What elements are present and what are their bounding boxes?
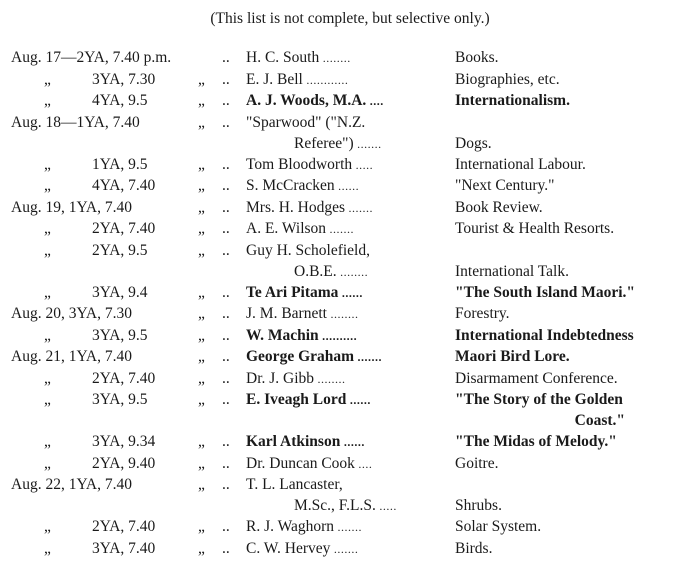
speaker xyxy=(246,389,371,411)
leader-dots: ..... xyxy=(375,499,397,513)
speaker-name: George Graham xyxy=(246,348,355,365)
leader-dots: ...... xyxy=(338,285,363,300)
ditto-mark: „ xyxy=(198,92,205,109)
leader-dots: .. xyxy=(222,283,230,301)
ditto-mark: „ xyxy=(44,518,51,535)
speaker-name: T. L. Lancaster, xyxy=(246,476,343,493)
leader-dots: .. xyxy=(222,454,230,472)
leader-dots: .......... xyxy=(318,328,358,343)
speaker-name: Tom Bloodworth xyxy=(246,155,353,173)
leader-dots: ............ xyxy=(302,72,349,87)
topic: Forestry. xyxy=(455,305,510,322)
station-time: 3YA, 9.5 xyxy=(92,391,148,408)
list-note: (This list is not complete, but selective only.) xyxy=(210,10,490,27)
leader-dots: .. xyxy=(222,198,230,216)
leader-dots: ........ xyxy=(336,264,369,279)
topic-line1: "The Story of the Golden xyxy=(455,391,623,408)
speaker-name: Dr. J. Gibb xyxy=(246,369,315,387)
list-row xyxy=(0,154,700,176)
list-row xyxy=(0,90,700,112)
speaker-name: C. W. Hervey xyxy=(246,539,331,557)
ditto-mark: „ xyxy=(198,198,205,216)
ditto-mark: „ xyxy=(198,369,205,387)
topic: Shrubs. xyxy=(455,497,502,514)
ditto-mark: „ xyxy=(198,305,205,322)
speaker xyxy=(246,154,373,176)
speaker xyxy=(246,282,363,304)
speaker xyxy=(246,197,373,219)
topic: Disarmament Conference. xyxy=(455,369,618,387)
leader-dots: .. xyxy=(222,518,230,535)
leader-dots: .. xyxy=(222,369,230,387)
topic: Birds. xyxy=(455,539,493,557)
speaker-name: Mrs. H. Hodges xyxy=(246,198,346,216)
ditto-mark: „ xyxy=(44,241,51,259)
speaker-name: S. McCracken xyxy=(246,177,335,194)
date-station: Aug. 20, 3YA, 7.30 xyxy=(11,305,132,322)
ditto-mark: „ xyxy=(44,220,51,237)
speaker-name: H. C. South xyxy=(246,49,320,66)
speaker xyxy=(246,218,354,240)
topic: Internationalism. xyxy=(455,92,570,109)
ditto-mark: „ xyxy=(198,433,205,450)
leader-dots: .. xyxy=(222,391,230,408)
topic: Maori Bird Lore. xyxy=(455,348,570,365)
speaker-name-line2: O.B.E. xyxy=(294,262,337,280)
station-time: 2YA, 7.40 xyxy=(92,369,156,387)
leader-dots: ..... xyxy=(352,157,374,172)
leader-dots: ....... xyxy=(330,541,359,556)
speaker-name: E. J. Bell xyxy=(246,70,303,88)
leader-dots: .. xyxy=(222,539,230,557)
leader-dots: ....... xyxy=(326,222,355,236)
leader-dots: ...... xyxy=(346,393,371,407)
ditto-mark: „ xyxy=(44,539,51,557)
station-time: 2YA, 9.5 xyxy=(92,241,148,259)
list-row xyxy=(0,69,700,91)
ditto-mark: „ xyxy=(44,283,51,301)
speaker xyxy=(246,453,372,475)
leader-dots: ........ xyxy=(314,371,346,386)
speaker-name: J. M. Barnett xyxy=(246,305,327,322)
date-station: Aug. 17—2YA, 7.40 p.m. xyxy=(11,49,172,66)
leader-dots: .. xyxy=(222,433,230,450)
ditto-mark: „ xyxy=(44,326,51,344)
list-row xyxy=(0,431,700,453)
speaker-name: A. J. Woods, M.A. xyxy=(246,92,367,109)
ditto-mark: „ xyxy=(44,454,51,472)
list-row xyxy=(0,240,700,282)
speaker-name: "Sparwood" ("N.Z. xyxy=(246,113,366,131)
speaker-name: Guy H. Scholefield, xyxy=(246,241,370,259)
topic: Dogs. xyxy=(455,134,492,152)
list-row xyxy=(0,368,700,390)
topic: Solar System. xyxy=(455,518,542,535)
speaker-name-line2: Referee") xyxy=(294,134,354,152)
speaker xyxy=(246,303,358,325)
leader-dots: .... xyxy=(354,456,373,471)
topic: International Labour. xyxy=(455,155,586,173)
leader-dots: .. xyxy=(222,326,230,344)
ditto-mark: „ xyxy=(198,177,205,194)
speaker xyxy=(246,538,358,560)
topic xyxy=(455,389,625,431)
talk-list xyxy=(0,47,700,559)
list-row xyxy=(0,453,700,475)
ditto-mark: „ xyxy=(44,177,51,194)
ditto-mark: „ xyxy=(198,241,205,259)
leader-dots: ....... xyxy=(334,520,363,534)
leader-dots: .. xyxy=(222,241,230,259)
topic: International Indebtedness xyxy=(455,326,634,344)
ditto-mark: „ xyxy=(44,70,51,88)
speaker xyxy=(246,368,346,390)
speaker xyxy=(246,69,348,91)
station-time: 2YA, 9.40 xyxy=(92,454,156,472)
leader-dots: ...... xyxy=(334,179,360,193)
speaker-name: Te Ari Pitama xyxy=(246,283,339,301)
ditto-mark: „ xyxy=(198,113,205,131)
ditto-mark: „ xyxy=(198,454,205,472)
leader-dots: .... xyxy=(366,94,384,108)
station-time: 3YA, 9.5 xyxy=(92,326,148,344)
topic: Biographies, etc. xyxy=(455,70,560,88)
list-row xyxy=(0,197,700,219)
leader-dots: .. xyxy=(222,92,230,109)
speaker xyxy=(246,431,365,453)
list-row xyxy=(0,346,700,368)
ditto-mark: „ xyxy=(44,369,51,387)
topic: International Talk. xyxy=(455,262,569,280)
ditto-mark: „ xyxy=(198,283,205,301)
station-time: 4YA, 7.40 xyxy=(92,177,156,194)
speaker-name: W. Machin xyxy=(246,326,319,344)
ditto-mark: „ xyxy=(198,539,205,557)
date-station: Aug. 22, 1YA, 7.40 xyxy=(11,476,132,493)
ditto-mark: „ xyxy=(44,433,51,450)
leader-dots: ....... xyxy=(353,136,382,151)
leader-dots: .. xyxy=(222,348,230,365)
speaker xyxy=(246,516,362,538)
ditto-mark: „ xyxy=(198,348,205,365)
speaker xyxy=(246,240,370,283)
leader-dots: .. xyxy=(222,476,230,493)
station-time: 2YA, 7.40 xyxy=(92,220,156,237)
ditto-mark: „ xyxy=(198,391,205,408)
ditto-mark: „ xyxy=(198,476,205,493)
speaker-name: R. J. Waghorn xyxy=(246,518,335,535)
date-station: Aug. 18—1YA, 7.40 xyxy=(11,113,140,131)
topic: "The South Island Maori." xyxy=(455,283,635,301)
ditto-mark: „ xyxy=(198,155,205,173)
speaker xyxy=(246,325,357,347)
ditto-mark: „ xyxy=(198,70,205,88)
station-time: 2YA, 7.40 xyxy=(92,518,156,535)
ditto-mark: „ xyxy=(44,391,51,408)
list-row xyxy=(0,516,700,538)
ditto-mark: „ xyxy=(198,518,205,535)
leader-dots: .. xyxy=(222,113,230,131)
leader-dots: .. xyxy=(222,155,230,173)
speaker xyxy=(246,474,397,517)
leader-dots: ........ xyxy=(326,307,359,321)
speaker xyxy=(246,175,359,197)
leader-dots: .. xyxy=(222,305,230,322)
station-time: 1YA, 9.5 xyxy=(92,155,148,173)
topic: Tourist & Health Resorts. xyxy=(455,220,615,237)
leader-dots: .. xyxy=(222,70,230,88)
leader-dots: ....... xyxy=(345,200,374,215)
speaker-name: Dr. Duncan Cook xyxy=(246,454,355,472)
topic: "The Midas of Melody." xyxy=(455,433,617,450)
list-row xyxy=(0,389,700,431)
leader-dots: ....... xyxy=(354,350,383,364)
leader-dots: .. xyxy=(222,177,230,194)
list-row xyxy=(0,175,700,197)
date-station: Aug. 19, 1YA, 7.40 xyxy=(11,198,132,216)
topic: Book Review. xyxy=(455,198,543,216)
station-time: 4YA, 9.5 xyxy=(92,92,148,109)
station-time: 3YA, 9.34 xyxy=(92,433,156,450)
speaker-name: Karl Atkinson xyxy=(246,433,341,450)
leader-dots: .. xyxy=(222,220,230,237)
speaker-name-line2: M.Sc., F.L.S. xyxy=(294,497,376,514)
list-row xyxy=(0,474,700,516)
station-time: 3YA, 7.40 xyxy=(92,539,156,557)
ditto-mark: „ xyxy=(198,220,205,237)
list-row xyxy=(0,282,700,304)
list-row xyxy=(0,112,700,154)
list-row xyxy=(0,218,700,240)
topic: "Next Century." xyxy=(455,177,555,194)
speaker xyxy=(246,47,351,69)
speaker xyxy=(246,90,384,112)
ditto-mark: „ xyxy=(44,92,51,109)
topic: Books. xyxy=(455,49,499,66)
list-row xyxy=(0,325,700,347)
station-time: 3YA, 9.4 xyxy=(92,283,148,301)
leader-dots: ........ xyxy=(319,51,351,65)
list-row xyxy=(0,538,700,560)
leader-dots: .. xyxy=(222,49,230,66)
speaker-name: E. Iveagh Lord xyxy=(246,391,347,408)
speaker xyxy=(246,112,382,155)
topic: Goitre. xyxy=(455,454,499,472)
station-time: 3YA, 7.30 xyxy=(92,70,156,88)
topic-line2: Coast." xyxy=(574,412,625,429)
speaker xyxy=(246,346,382,368)
ditto-mark: „ xyxy=(44,155,51,173)
date-station: Aug. 21, 1YA, 7.40 xyxy=(11,348,132,365)
list-row xyxy=(0,47,700,69)
leader-dots: ...... xyxy=(340,435,365,449)
list-row xyxy=(0,303,700,325)
speaker-name: A. E. Wilson xyxy=(246,220,327,237)
ditto-mark: „ xyxy=(198,326,205,344)
